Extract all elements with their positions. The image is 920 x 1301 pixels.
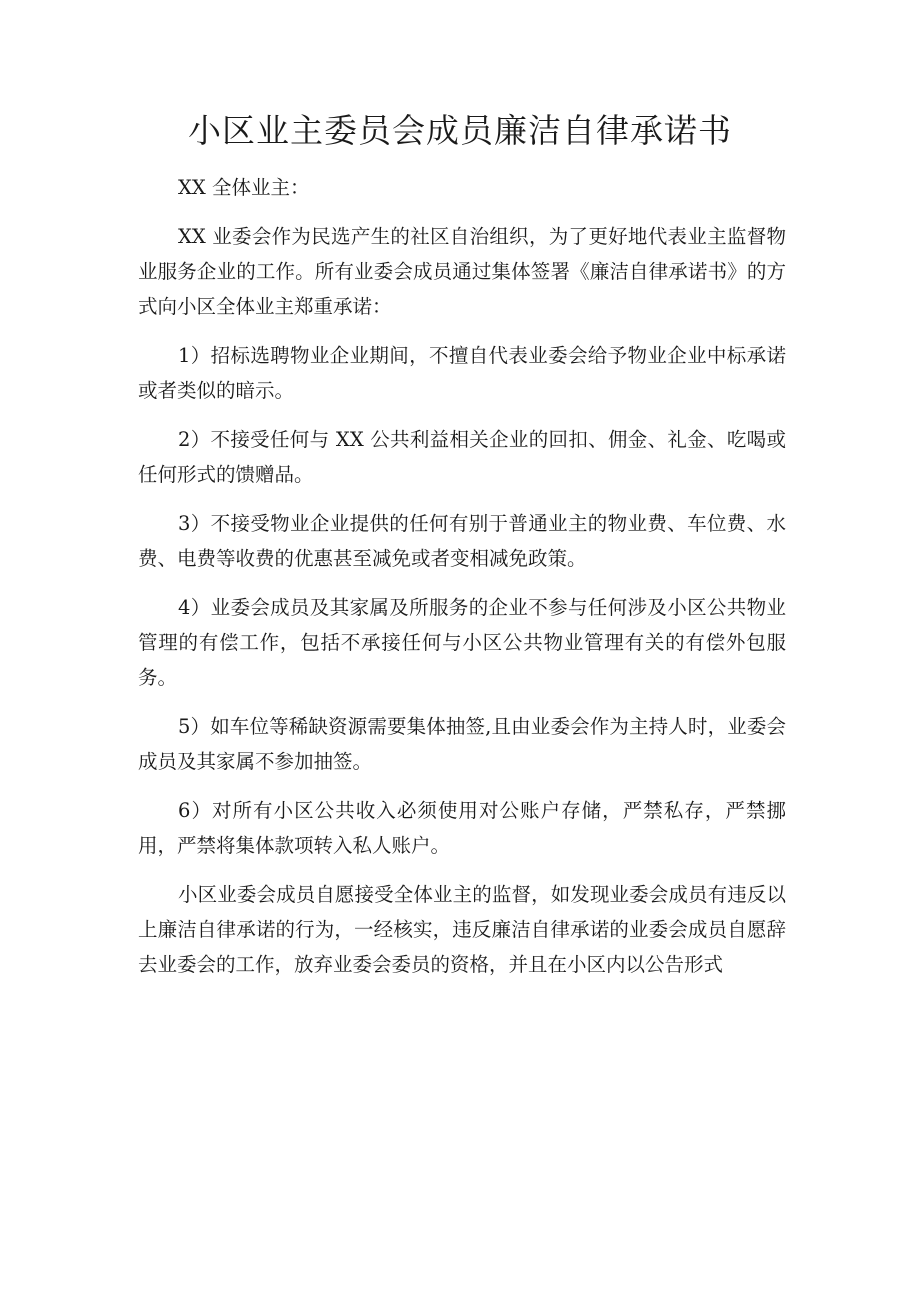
document-body <box>138 170 786 996</box>
commitment-item-2: 2）不接受任何与 XX 公共利益相关企业的回扣、佣金、礼金、吃喝或任何形式的馈赠品。 <box>138 428 786 486</box>
intro-paragraph: XX 业委会作为民选产生的社区自治组织，为了更好地代表业主监督物业服务企业的工作。所有业委会成员通过集体签署《廉洁自律承诺书》的方式向小区全体业主郑重承诺： <box>138 225 786 318</box>
commitment-item-6: 6）对所有小区公共收入必须使用对公账户存储，严禁私存，严禁挪用，严禁将集体款项转入私人账户。 <box>138 799 786 857</box>
commitment-item-4: 4）业委会成员及其家属及所服务的企业不参与任何涉及小区公共物业管理的有偿工作，包括不承接任何与小区公共物业管理有关的有偿外包服务。 <box>138 596 786 689</box>
commitment-item-5: 5）如车位等稀缺资源需要集体抽签,且由业委会作为主持人时，业委会成员及其家属不参加抽签。 <box>138 715 786 773</box>
salutation: XX 全体业主： <box>178 176 310 199</box>
commitment-item-3: 3）不接受物业企业提供的任何有别于普通业主的物业费、车位费、水费、电费等收费的优惠甚至减免或者变相减免政策。 <box>138 512 786 570</box>
commitment-item-1: 1）招标选聘物业企业期间，不擅自代表业委会给予物业企业中标承诺或者类似的暗示。 <box>138 344 786 402</box>
closing-paragraph: 小区业委会成员自愿接受全体业主的监督，如发现业委会成员有违反以上廉洁自律承诺的行为，一经核实，违反廉洁自律承诺的业委会成员自愿辞去业委会的工作，放弃业委会委员的资格，并且在小区内以公告形式 <box>138 883 786 976</box>
document-title: 小区业主委员会成员廉洁自律承诺书 <box>188 111 732 150</box>
